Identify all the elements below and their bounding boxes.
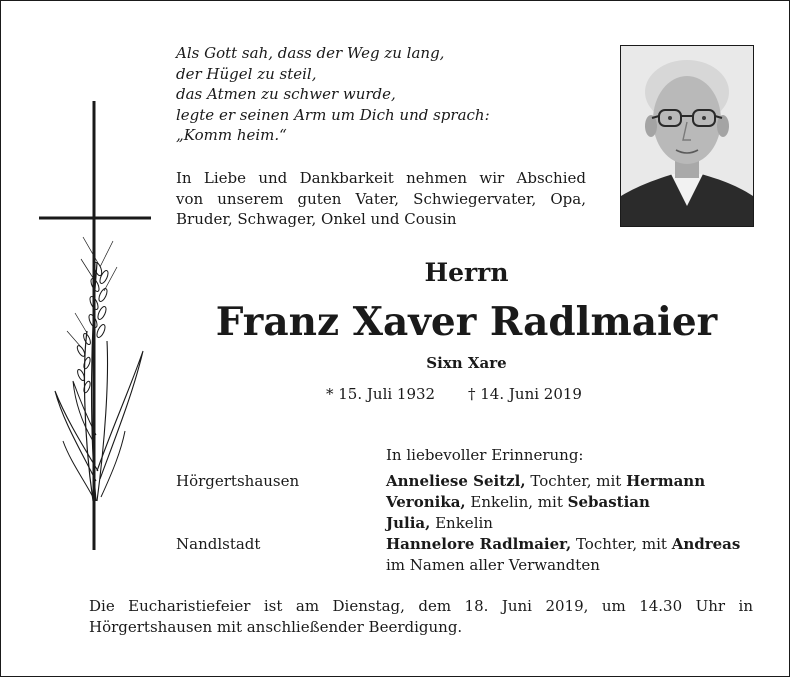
mourner-line bbox=[386, 513, 756, 534]
place-hoergertshausen: Hörgertshausen bbox=[176, 472, 300, 490]
mourners-list bbox=[386, 471, 756, 576]
mourner-name: Hannelore Radlmaier, bbox=[386, 535, 572, 553]
poem-line: „Komm heim.“ bbox=[176, 126, 287, 144]
memory-heading: In liebevoller Erinnerung: bbox=[386, 446, 584, 464]
deceased-name: Franz Xaver Radlmaier bbox=[215, 299, 718, 345]
poem-line: der Hügel zu steil, bbox=[176, 64, 317, 83]
mourner-name: Hermann bbox=[626, 472, 706, 490]
cross-with-wheat-icon bbox=[1, 1, 161, 571]
intro-line: Bruder, Schwager, Onkel und Cousin bbox=[176, 210, 457, 228]
mourner-relation: Enkelin bbox=[430, 514, 493, 532]
mourner-name: Sebastian bbox=[567, 493, 650, 511]
mourner-name: Julia, bbox=[386, 514, 431, 532]
mourner-name: Andreas bbox=[671, 535, 741, 553]
funeral-line: Hörgertshausen mit anschließender Beerdigung. bbox=[89, 618, 463, 636]
place-nandlstadt: Nandlstadt bbox=[176, 535, 261, 553]
birth-date: * 15. Juli 1932 bbox=[326, 385, 436, 403]
farewell-intro bbox=[176, 168, 586, 230]
death-date: † 14. Juni 2019 bbox=[468, 385, 582, 403]
intro-line: von unserem guten Vater, Schwiegervater, Opa, bbox=[176, 189, 586, 208]
mourner-line bbox=[386, 492, 756, 513]
funeral-details bbox=[89, 596, 753, 638]
mourner-line: im Namen aller Verwandten bbox=[386, 556, 600, 574]
mourner-line bbox=[386, 471, 756, 492]
mourner-line bbox=[386, 534, 756, 555]
mourner-relation: Tochter, mit bbox=[571, 535, 672, 553]
mourner-name: Veronika, bbox=[386, 493, 466, 511]
mourner-relation: Enkelin, mit bbox=[465, 493, 568, 511]
nickname: Sixn Xare bbox=[426, 354, 507, 372]
salutation: Herrn bbox=[424, 258, 509, 287]
mourner-relation: Tochter, mit bbox=[525, 472, 627, 490]
poem-line: legte er seinen Arm um Dich und sprach: bbox=[176, 105, 490, 124]
poem-verse bbox=[176, 43, 586, 146]
poem-line: Als Gott sah, dass der Weg zu lang, bbox=[176, 44, 445, 62]
poem-line: das Atmen zu schwer wurde, bbox=[176, 85, 396, 103]
intro-line: In Liebe und Dankbarkeit nehmen wir Abschied bbox=[176, 169, 586, 187]
portrait-photo bbox=[620, 45, 754, 227]
funeral-line: Die Eucharistiefeier ist am Dienstag, dem 18. Juni 2019, um 14.30 Uhr in bbox=[89, 597, 753, 615]
mourner-name: Anneliese Seitzl, bbox=[386, 472, 526, 490]
